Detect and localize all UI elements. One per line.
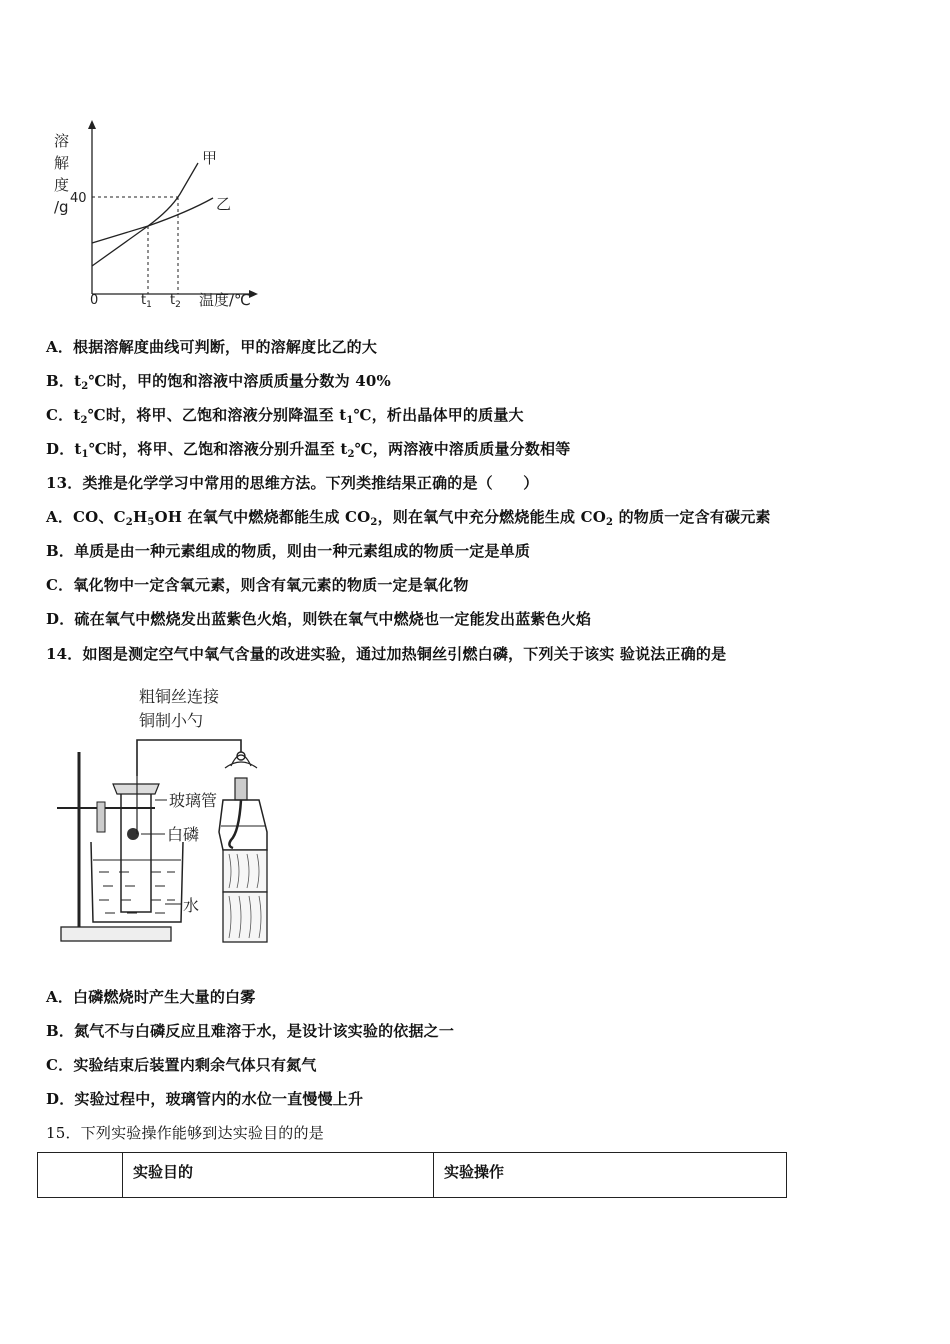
- table-header-cell: 实验目的: [123, 1153, 434, 1198]
- tube-cap: [113, 784, 159, 794]
- stand-base: [61, 927, 171, 941]
- q13-option-a: A．CO、$C_2H_5OH$ 在氧气中燃烧都能生成 $CO_2$，则在氧气中充分燃烧能生成 $CO_2$ 的物质一定含有碳元素: [46, 508, 771, 528]
- y-label-char: /g: [54, 198, 69, 216]
- clamp-knob: [97, 802, 105, 832]
- copper-wire: [137, 740, 241, 776]
- q13-stem: 13．类推是化学学习中常用的思维方法。下列类推结果正确的是（ ）: [46, 474, 539, 492]
- label-copper-spoon: 铜制小勺: [139, 711, 204, 730]
- solubility-chart: [48, 118, 268, 313]
- lamp-wick-holder: [235, 778, 247, 800]
- beaker: [91, 842, 183, 922]
- table-header-cell: 实验操作: [434, 1153, 787, 1198]
- series-label-jia: 甲: [202, 149, 218, 167]
- q13-option-d: D．硫在氧气中燃烧发出蓝紫色火焰，则铁在氧气中燃烧也一定能发出蓝紫色火焰: [46, 610, 592, 628]
- origin-label: 0: [90, 293, 99, 308]
- y-label-char: 度: [54, 176, 70, 194]
- lamp-wick: [229, 800, 241, 848]
- q15-table: [37, 1152, 787, 1198]
- x-tick-t1: $t_1$: [141, 293, 152, 310]
- q12-option-a: A．根据溶解度曲线可判断，甲的溶解度比乙的大: [46, 338, 378, 356]
- glass-tube: [121, 792, 151, 912]
- q14-option-c: C．实验结束后装置内剩余气体只有氮气: [46, 1056, 317, 1074]
- y-label-char: 解: [54, 154, 70, 172]
- water-dashes: [99, 872, 175, 913]
- q13-option-c: C．氧化物中一定含氧元素，则含有氧元素的物质一定是氧化物: [46, 576, 469, 594]
- x-tick-t2: $t_2$: [170, 293, 181, 310]
- y-axis-arrow: [88, 120, 96, 129]
- table-header-row: [38, 1153, 787, 1198]
- q12-option-b: B．$t_2℃$时，甲的饱和溶液中溶质质量分数为 40%: [46, 372, 391, 392]
- y-tick-40: 40: [70, 191, 87, 206]
- series-yi-curve: [92, 198, 213, 243]
- q13-option-b: B．单质是由一种元素组成的物质，则由一种元素组成的物质一定是单质: [46, 542, 531, 560]
- table-header-cell: [38, 1153, 123, 1198]
- series-jia-curve: [92, 163, 198, 266]
- q12-option-c: C．$t_2℃$时，将甲、乙饱和溶液分别降温至 $t_1℃$，析出晶体甲的质量大: [46, 406, 524, 426]
- experiment-apparatus-figure: [55, 682, 295, 947]
- label-white-phosphorus: 白磷: [167, 825, 200, 844]
- series-label-yi: 乙: [216, 195, 232, 213]
- y-label-char: 溶: [54, 132, 70, 150]
- q14-option-d: D．实验过程中，玻璃管内的水位一直慢慢上升: [46, 1090, 364, 1108]
- label-glass-tube: 玻璃管: [169, 791, 218, 810]
- lamp-body: [219, 800, 267, 850]
- q14-stem: 14．如图是测定空气中氧气含量的改进实验，通过加热铜丝引燃白磷，下列关于该实 验说法正确的是: [46, 645, 727, 663]
- x-axis-label: 温度/℃: [199, 291, 251, 309]
- y-axis-label: [54, 132, 69, 216]
- lamp-flame: [225, 755, 257, 768]
- label-copper-wire: 粗铜丝连接: [139, 687, 220, 706]
- q12-option-d: D．$t_1℃$时，将甲、乙饱和溶液分别升温至 $t_2℃$，两溶液中溶质质量分数相等: [46, 440, 571, 460]
- q14-option-a: A．白磷燃烧时产生大量的白雾: [46, 988, 256, 1006]
- q14-option-b: B．氮气不与白磷反应且难溶于水，是设计该实验的依据之一: [46, 1022, 455, 1040]
- label-water: 水: [183, 896, 200, 915]
- q15-stem: 15．下列实验操作能够到达实验目的的是: [46, 1124, 324, 1142]
